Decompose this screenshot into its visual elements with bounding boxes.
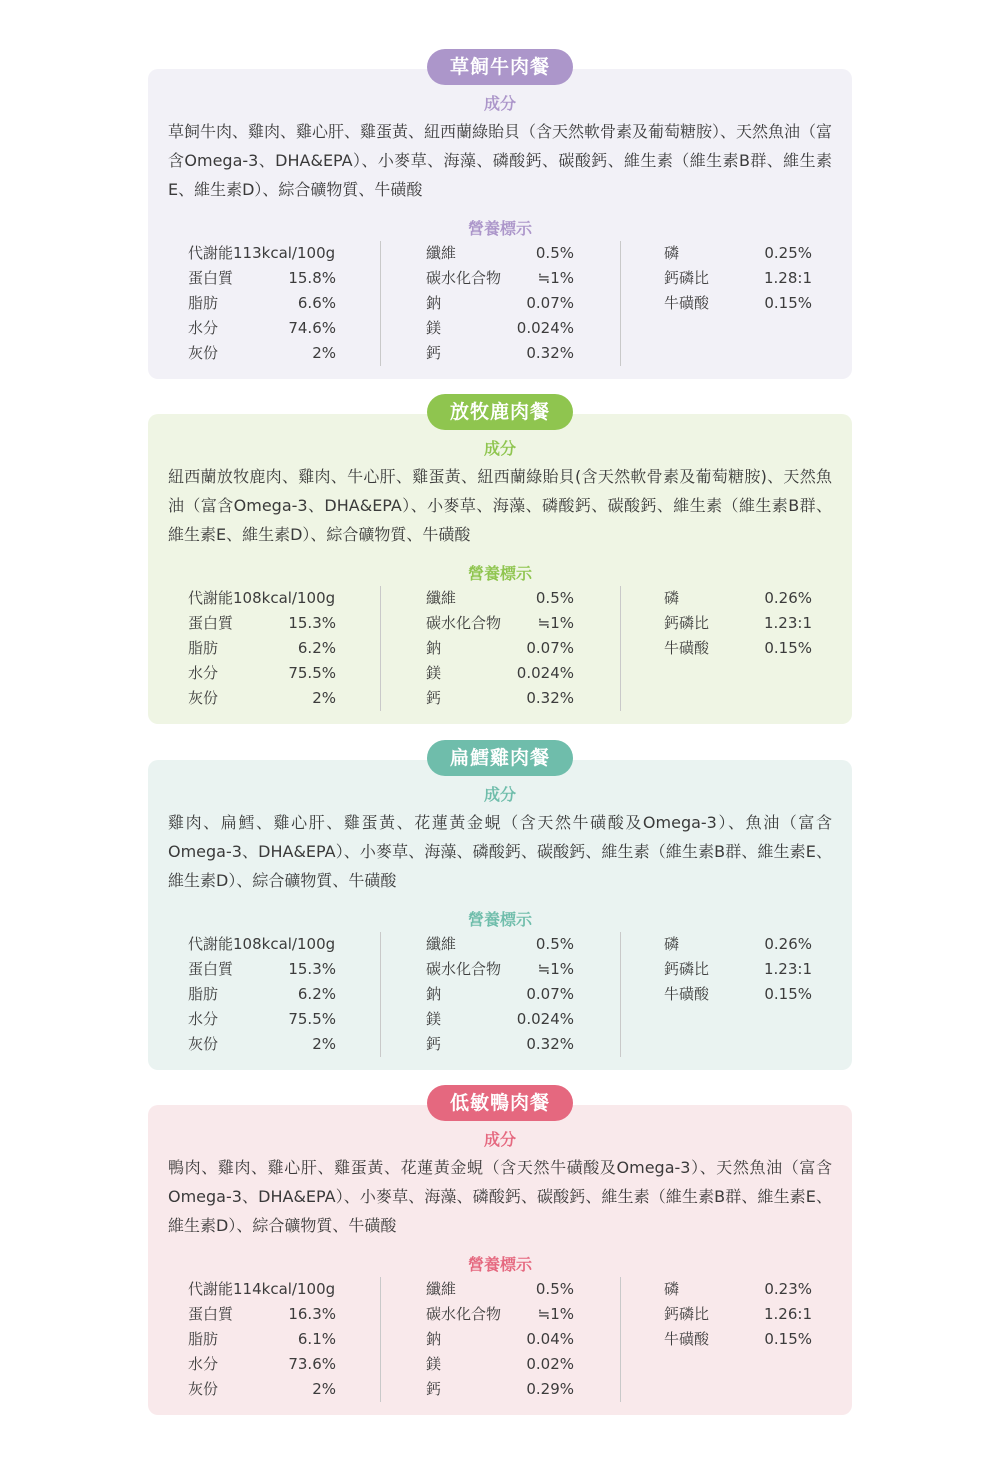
nutrient-label: 代謝能114kcal/100g [188,1280,336,1298]
nutrient-value: 1.23:1 [764,614,812,632]
nutrient-label: 水分 [188,1355,219,1373]
product-name-badge: 扁鱈雞肉餐 [427,740,573,776]
nutrition-column [426,586,621,711]
nutrition-row [664,636,816,661]
nutrition-row [426,1352,620,1377]
nutrient-label: 牛磺酸 [664,1330,710,1348]
nutrition-row [426,1377,620,1402]
nutrient-label: 脂肪 [188,639,219,657]
nutrition-row [188,611,380,636]
nutrient-value: 1.23:1 [764,960,812,978]
nutrition-row [426,686,620,711]
nutrient-value: ≒1% [537,614,574,632]
nutrition-column [664,932,816,1007]
nutrient-label: 碳水化合物 [426,614,502,632]
product-card [148,56,852,379]
product-card [148,401,852,724]
nutrient-value: 6.6% [297,294,336,312]
nutrient-value: 73.6% [288,1355,336,1373]
nutrition-row [426,611,620,636]
nutrient-label: 纖維 [426,935,457,953]
nutrition-row [426,982,620,1007]
nutrition-row [426,291,620,316]
nutrient-label: 代謝能113kcal/100g [188,244,336,262]
nutrient-label: 代謝能108kcal/100g [188,935,336,953]
nutrient-value: 0.15% [764,294,812,312]
nutrient-value: 2% [312,1035,336,1053]
nutrient-label: 蛋白質 [188,614,234,632]
nutrient-label: 鎂 [426,664,442,682]
nutrient-value: 6.2% [297,639,336,657]
nutrition-row [426,241,620,266]
nutrient-label: 鎂 [426,1355,442,1373]
nutrient-value: 0.15% [764,639,812,657]
nutrition-row [188,1302,380,1327]
nutrient-label: 磷 [664,1280,680,1298]
nutrient-label: 碳水化合物 [426,960,502,978]
ingredients-heading: 成分 [483,1130,516,1149]
nutrient-label: 鈣磷比 [664,614,710,632]
nutrition-row [426,1007,620,1032]
nutrient-label: 鈣 [426,344,442,362]
nutrient-value: 6.1% [297,1330,336,1348]
nutrient-value: 15.8% [288,269,336,287]
nutrition-row [664,1327,816,1352]
nutrient-value: 0.25% [764,244,812,262]
nutrient-value: 0.26% [764,935,812,953]
nutrient-label: 灰份 [188,1035,219,1053]
nutrient-value: 2% [312,689,336,707]
nutrient-value: 0.32% [526,1035,574,1053]
nutrition-row [664,982,816,1007]
ingredients-text: 草飼牛肉、雞肉、雞心肝、雞蛋黃、紐西蘭綠貽貝（含天然軟骨素及葡萄糖胺）、天然魚油（富含Omega-3、DHA&EPA）、小麥草、海藻、磷酸鈣、碳酸鈣、維生素（維生素B群、維生素E、維生素D）、綜合礦物質、牛磺酸 [168,122,833,199]
nutrient-label: 水分 [188,664,219,682]
nutrition-row [426,932,620,957]
nutrition-row [188,636,380,661]
nutrient-label: 牛磺酸 [664,294,710,312]
nutrition-row [188,1377,380,1402]
nutrition-row [188,957,380,982]
product-name-badge: 草飼牛肉餐 [427,49,573,85]
nutrient-label: 鈣 [426,689,442,707]
nutrient-value: 0.5% [535,589,574,607]
nutrition-column [664,1277,816,1352]
nutrition-row [664,291,816,316]
nutrient-value: ≒1% [537,1305,574,1323]
ingredients-text: 紐西蘭放牧鹿肉、雞肉、牛心肝、雞蛋黃、紐西蘭綠貽貝(含天然軟骨素及葡萄糖胺)、天然魚油（富含Omega-3、DHA&EPA）、小麥草、海藻、磷酸鈣、碳酸鈣、維生素（維生素B群、維生素E、維生素D）、綜合礦物質、牛磺酸 [168,467,832,544]
nutrient-label: 碳水化合物 [426,269,502,287]
nutrient-value: 0.024% [516,664,574,682]
nutrient-label: 脂肪 [188,294,219,312]
nutrient-value: 0.15% [764,1330,812,1348]
nutrient-label: 牛磺酸 [664,639,710,657]
nutrition-row [188,316,380,341]
nutrient-value: 15.3% [288,614,336,632]
nutrient-label: 脂肪 [188,1330,219,1348]
nutrition-row [426,266,620,291]
nutrient-value: 0.26% [764,589,812,607]
nutrition-row [426,316,620,341]
nutrient-label: 纖維 [426,244,457,262]
nutrition-row [188,241,380,266]
nutrient-value: 0.32% [526,689,574,707]
nutrient-label: 碳水化合物 [426,1305,502,1323]
nutrient-value: 0.07% [526,639,574,657]
product-name-badge: 低敏鴨肉餐 [427,1085,573,1121]
nutrition-row [426,1277,620,1302]
nutrition-column [188,1277,381,1402]
nutrient-value: 0.29% [526,1380,574,1398]
nutrition-row [426,957,620,982]
nutrient-value: 75.5% [288,1010,336,1028]
nutrient-label: 磷 [664,589,680,607]
nutrition-row [188,291,380,316]
nutrient-label: 鈉 [426,985,442,1003]
nutrition-heading: 營養標示 [467,1255,532,1274]
nutrient-label: 鈣磷比 [664,269,710,287]
nutrient-label: 鈉 [426,294,442,312]
nutrient-value: 2% [312,344,336,362]
ingredients-heading: 成分 [483,94,516,113]
nutrient-value: 75.5% [288,664,336,682]
nutrition-column [426,932,621,1057]
nutrient-value: 0.15% [764,985,812,1003]
nutrition-heading: 營養標示 [467,564,532,583]
nutrient-value: 0.5% [535,244,574,262]
nutrition-row [426,1032,620,1057]
ingredients-heading: 成分 [483,439,516,458]
nutrient-value: ≒1% [537,269,574,287]
nutrition-row [426,1327,620,1352]
nutrition-row [426,636,620,661]
nutrition-row [426,586,620,611]
product-card [148,1092,852,1415]
nutrient-label: 灰份 [188,689,219,707]
nutrient-label: 鈣磷比 [664,1305,710,1323]
nutrient-label: 鎂 [426,1010,442,1028]
nutrient-value: 6.2% [297,985,336,1003]
nutrient-label: 鈉 [426,639,442,657]
nutrition-heading: 營養標示 [467,910,532,929]
nutrient-value: 0.07% [526,985,574,1003]
nutrition-row [188,686,380,711]
nutrient-value: 0.024% [516,1010,574,1028]
nutrient-value: 0.07% [526,294,574,312]
nutrition-row [188,266,380,291]
nutrition-column [664,241,816,316]
nutrient-label: 蛋白質 [188,1305,234,1323]
nutrition-row [188,932,380,957]
nutrient-label: 磷 [664,244,680,262]
nutrition-row [188,661,380,686]
nutrient-label: 鈣 [426,1035,442,1053]
ingredients-heading: 成分 [483,785,516,804]
nutrition-row [426,1302,620,1327]
nutrient-value: 15.3% [288,960,336,978]
nutrient-value: 0.024% [516,319,574,337]
nutrition-heading: 營養標示 [467,219,532,238]
nutrition-row [188,341,380,366]
nutrition-row [664,586,816,611]
nutrient-label: 纖維 [426,589,457,607]
nutrient-label: 纖維 [426,1280,457,1298]
product-name-badge: 放牧鹿肉餐 [427,394,573,430]
ingredients-text: 雞肉、扁鱈、雞心肝、雞蛋黃、花蓮黃金蜆（含天然牛磺酸及Omega-3）、魚油（富含Omega-3、DHA&EPA）、小麥草、海藻、磷酸鈣、碳酸鈣、維生素（維生素B群、維生素E、維生素D）、綜合礦物質、牛磺酸 [168,813,832,890]
nutrient-value: 0.5% [535,1280,574,1298]
nutrition-row [664,1277,816,1302]
nutrition-row [188,1277,380,1302]
nutrient-label: 代謝能108kcal/100g [188,589,336,607]
nutrient-value: 0.5% [535,935,574,953]
nutrient-label: 蛋白質 [188,269,234,287]
nutrient-label: 灰份 [188,344,219,362]
nutrient-value: 0.32% [526,344,574,362]
nutrition-row [188,1327,380,1352]
nutrient-label: 磷 [664,935,680,953]
nutrition-row [664,932,816,957]
nutrition-row [664,1302,816,1327]
nutrient-value: 1.26:1 [764,1305,812,1323]
nutrient-value: 0.04% [526,1330,574,1348]
nutrition-column [664,586,816,661]
nutrient-label: 脂肪 [188,985,219,1003]
nutrition-column [426,241,621,366]
nutrition-row [188,1352,380,1377]
nutrition-row [188,1007,380,1032]
nutrition-column [188,932,381,1057]
nutrient-label: 鈣 [426,1380,442,1398]
nutrient-label: 蛋白質 [188,960,234,978]
nutrient-label: 鎂 [426,319,442,337]
nutrition-row [188,1032,380,1057]
ingredients-text: 鴨肉、雞肉、雞心肝、雞蛋黃、花蓮黃金蜆（含天然牛磺酸及Omega-3）、天然魚油（富含Omega-3、DHA&EPA）、小麥草、海藻、磷酸鈣、碳酸鈣、維生素（維生素B群、維生素E、維生素D）、綜合礦物質、牛磺酸 [168,1158,832,1235]
nutrition-row [188,982,380,1007]
nutrition-row [664,241,816,266]
nutrient-label: 水分 [188,319,219,337]
nutrition-row [664,266,816,291]
nutrient-label: 灰份 [188,1380,219,1398]
nutrition-column [188,586,381,711]
nutrition-row [426,661,620,686]
nutrient-value: 2% [312,1380,336,1398]
nutrient-value: 0.23% [764,1280,812,1298]
nutrition-row [426,341,620,366]
nutrient-value: 0.02% [526,1355,574,1373]
nutrient-value: 16.3% [288,1305,336,1323]
nutrition-column [188,241,381,366]
nutrition-column [426,1277,621,1402]
nutrient-label: 鈣磷比 [664,960,710,978]
product-card [148,747,852,1070]
nutrient-label: 鈉 [426,1330,442,1348]
nutrient-label: 牛磺酸 [664,985,710,1003]
nutrient-label: 水分 [188,1010,219,1028]
nutrient-value: ≒1% [537,960,574,978]
nutrition-row [664,957,816,982]
nutrition-row [664,611,816,636]
nutrition-row [188,586,380,611]
nutrient-value: 74.6% [288,319,336,337]
nutrient-value: 1.28:1 [764,269,812,287]
